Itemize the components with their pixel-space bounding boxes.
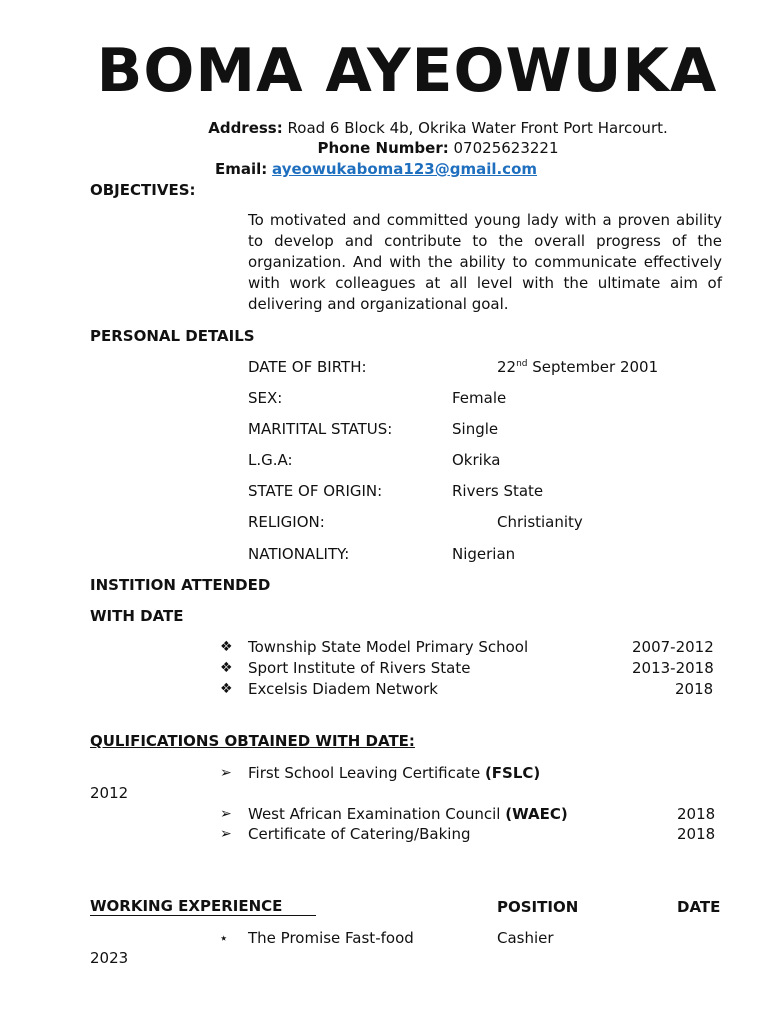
star-bullet-icon: ⋆ (219, 929, 229, 947)
religion-label: RELIGION: (248, 513, 325, 531)
institutions-subheading: WITH DATE (90, 607, 184, 625)
diamond-bullet-icon: ❖ (220, 660, 233, 676)
phone-value: 07025623221 (453, 139, 559, 157)
qualification-item: Certificate of Catering/Baking (248, 825, 471, 843)
sex-label: SEX: (248, 389, 283, 407)
position-heading: POSITION (497, 898, 579, 916)
arrow-bullet-icon: ➢ (220, 826, 232, 842)
institution-name: Township State Model Primary School (248, 638, 529, 656)
objectives-heading: OBJECTIVES: (90, 181, 196, 199)
institutions-heading: INSTITION ATTENDED (90, 576, 271, 594)
qualification-item: West African Examination Council (WAEC) (248, 805, 568, 823)
state-of-origin-value: Rivers State (452, 482, 544, 500)
experience-employer: The Promise Fast-food (248, 929, 414, 947)
resume-name: BOMA AYEOWUKA (96, 36, 718, 106)
email-line (0, 159, 752, 179)
objectives-text: To motivated and committed young lady with a proven ability to develop and contribute to the overall progress of the organization. And with the ability to communicate effectively with work colleagues at all level with the ultimate aim of delivering and organizational goal. (248, 211, 722, 313)
qualification-item: First School Leaving Certificate (FSLC) (248, 764, 541, 782)
phone-label: Phone Number: (317, 139, 449, 157)
date-heading: DATE (677, 898, 721, 916)
diamond-bullet-icon: ❖ (220, 681, 233, 697)
institution-date: 2018 (675, 680, 714, 698)
email-link[interactable]: ayeowukaboma123@gmail.com (272, 160, 538, 178)
address-value: Road 6 Block 4b, Okrika Water Front Port Harcourt. (287, 119, 668, 137)
diamond-bullet-icon: ❖ (220, 639, 233, 655)
institution-name: Sport Institute of Rivers State (248, 659, 471, 677)
marital-status-label: MARITITAL STATUS: (248, 420, 393, 438)
arrow-bullet-icon: ➢ (220, 806, 232, 822)
state-of-origin-label: STATE OF ORIGIN: (248, 482, 383, 500)
marital-status-value: Single (452, 420, 499, 438)
address-line (0, 118, 768, 138)
sex-value: Female (452, 389, 507, 407)
dob-label: DATE OF BIRTH: (248, 358, 367, 376)
lga-label: L.G.A: (248, 451, 293, 469)
dob-value: 22nd September 2001 (497, 358, 659, 376)
institution-date: 2007-2012 (632, 638, 714, 656)
personal-details-heading: PERSONAL DETAILS (90, 327, 255, 345)
email-label: Email: (214, 160, 268, 178)
qualification-date: 2012 (90, 784, 129, 802)
institution-name: Excelsis Diadem Network (248, 680, 438, 698)
phone-line (0, 138, 768, 158)
qualification-date: 2018 (677, 805, 716, 823)
address-label: Address: (208, 119, 283, 137)
experience-date: 2023 (90, 949, 129, 967)
religion-value: Christianity (497, 513, 583, 531)
institution-date: 2013-2018 (632, 659, 714, 677)
nationality-label: NATIONALITY: (248, 545, 350, 563)
nationality-value: Nigerian (452, 545, 516, 563)
qualification-date: 2018 (677, 825, 716, 843)
experience-heading: WORKING EXPERIENCE (90, 897, 316, 916)
lga-value: Okrika (452, 451, 501, 469)
qualifications-heading: QULIFICATIONS OBTAINED WITH DATE: (90, 732, 415, 750)
arrow-bullet-icon: ➢ (220, 765, 232, 781)
experience-position: Cashier (497, 929, 554, 947)
